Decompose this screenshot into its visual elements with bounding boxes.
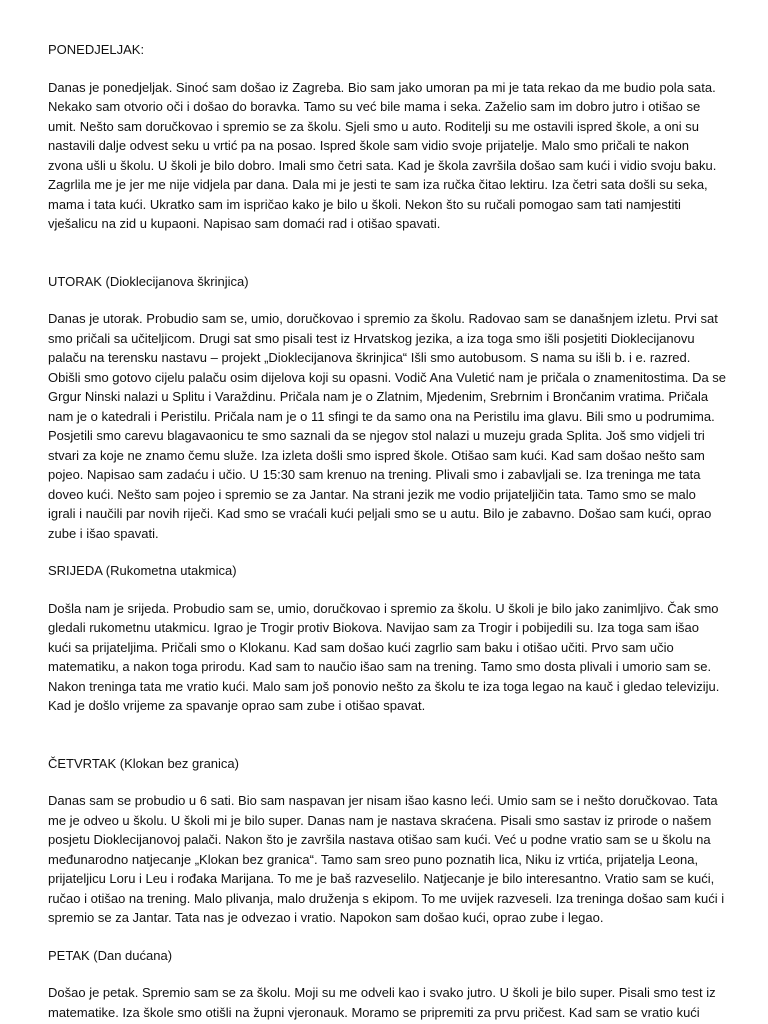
blank-gap <box>48 734 728 754</box>
section-utorak <box>48 272 728 544</box>
text-line: Kad je došlo vrijeme za spavanje oprao sam zube i otišao spavat. <box>48 698 426 713</box>
text-line: mama i tata kući. Ukratko sam im ispričao kako je bilo u školi. Nekon što su ručali pomogao sam tati namjestiti <box>48 196 681 212</box>
text-line: vješalicu na zid u kupaoni. Napisao sam domaći rad i otišao spavati. <box>48 216 441 231</box>
text-line: zvona ušli u školu. U školi je bilo dobro. Imali smo četri sata. Kad je škola završila došao sam kući i vidio svoju baku. <box>48 157 717 173</box>
text-line: Posjetili smo carevu blagavaonicu te smo saznali da se njegov stol nalazi u muzeju grada Splita. Još smo vidjeli tri <box>48 428 705 443</box>
text-line: Danas sam se probudio u 6 sati. Bio sam naspavan jer nisam išao kasno leći. Umio sam se i nešto doručkovao. Tata <box>48 793 718 808</box>
section-cetvrtak <box>48 754 728 928</box>
section-ponedjeljak <box>48 40 728 234</box>
text-line: pojeo. Napisao sam zadaću i učio. U 15:30 sam krenuo na trening. Plivali smo i zabavljali se. Iza treninga me tata <box>48 467 701 482</box>
text-line: gledali rukometnu utakmicu. Igrao je Trogir protiv Biokova. Navijao sam za Trogir i pobijedili su. Iza toga sam išao <box>48 620 700 635</box>
text-line: prijateljicu Loru i Leu i rođaka Marijana. To me je baš razveselilo. Natjecanje je bilo interesantno. Vratio sam se kući, <box>48 871 715 886</box>
text-line: me je odveo u školu. U školi mi je bilo super. Danas nam je nastava skraćena. Pisali smo sastav iz prirode o našem <box>48 812 712 828</box>
section-paragraph <box>48 309 728 543</box>
section-petak <box>48 946 728 1023</box>
text-line: zube i išao spavati. <box>48 525 159 541</box>
text-line: nastavili dalje odvest seku u vrtić pa na posao. Ispred škole sam vidio svoje prijatelje. Malo smo pričali te nakon <box>48 138 689 153</box>
text-line: matematike. Iza škole smo otišli na župni vjeronauk. Moramo se pripremiti za prvu pričest. Kad sam se vratio kući <box>48 1004 700 1020</box>
text-line: nam je o katedrali i Peristilu. Pričala nam je o 11 sfingi te da samo ona na Peristilu ima glavu. Bili smo u podrumima. <box>48 408 715 424</box>
section-heading: PETAK (Dan dućana) <box>48 947 173 963</box>
text-line: Danas je utorak. Probudio sam se, umio, doručkovao i spremio za školu. Radovao sam se današnjem izletu. Prvi sat <box>48 311 718 326</box>
text-line: ručao i otišao na trening. Malo plivanja, malo druženja s ekipom. To me uvijek razveseli. Iza treninga došao sam kući i <box>48 890 725 906</box>
text-line: posjetu Dioklecijanovoj palači. Nakon što je završila nastava otišao sam kući. Već u podne vratio sam se u školu na <box>48 832 711 847</box>
section-heading: SRIJEDA (Rukometna utakmica) <box>48 563 237 578</box>
blank-gap <box>48 252 728 272</box>
text-line: Grgur Ninski nalazi u Splitu i Varaždinu. Pričala nam je o Zlatnim, Mjedenim, Srebrnim i Brončanim vratima. Pričala <box>48 389 709 404</box>
text-line: Došla nam je srijeda. Probudio sam se, umio, doručkovao i spremio za školu. U školi je bilo jako zanimljivo. Čak smo <box>48 600 719 616</box>
text-line: Nakon treninga tata me vratio kući. Malo sam još ponovio nešto za školu te iza toga legao na kauč i gledao televiziju. <box>48 678 720 694</box>
section-paragraph <box>48 78 728 234</box>
section-paragraph <box>48 983 728 1022</box>
text-line: Obišli smo gotovo cijelu palaču osim dijelova koji su opasni. Vodič Ana Vuletić nam je pričala o znamenitostima. Da se <box>48 369 727 385</box>
text-line: palaču na terensku nastavu – projekt „Dioklecijanova škrinjica“ Išli smo autobusom. S nama su išli b. i e. razred. <box>48 350 691 365</box>
text-line: stvari za koje ne znamo čemu služe. Iza izleta došli smo ispred škole. Otišao sam kući. Kad sam došao nešto sam <box>48 447 705 463</box>
section-heading: ČETVRTAK (Klokan bez granica) <box>48 755 239 771</box>
text-line: Došao je petak. Spremio sam se za školu. Moji su me odveli kao i svako jutro. U školi je bilo super. Pisali smo test iz <box>48 985 716 1000</box>
section-paragraph <box>48 599 728 716</box>
section-paragraph <box>48 791 728 928</box>
text-line: matematiku, a nakon toga prirodu. Kad sam to naučio išao sam na trening. Tamo smo dosta plivali i umorio sam se. <box>48 659 712 674</box>
section-srijeda <box>48 561 728 716</box>
text-line: spremio se za Jantar. Tata nas je odvezao i vratio. Napokon sam došao kući, oprao zube i legao. <box>48 910 604 925</box>
text-line: umit. Nešto sam doručkovao i spremio se za školu. Sjeli smo u auto. Roditelji su me ostavili ispred škole, a oni su <box>48 118 700 134</box>
section-heading: PONEDJELJAK: <box>48 42 145 57</box>
text-line: smo pričali sa učiteljicom. Drugi sat smo pisali test iz Hrvatskog jezika, a iza toga smo išli posjetiti Dioklecijanovu <box>48 330 695 346</box>
text-line: Danas je ponedjeljak. Sinoć sam došao iz Zagreba. Bio sam jako umoran pa mi je tata rekao da me budio pola sata. <box>48 79 716 95</box>
text-line: međunarodno natjecanje „Klokan bez granica“. Tamo sam sreo puno poznatih lica, Niku iz vrtića, prijatelja Leona, <box>48 851 699 867</box>
text-line: Zagrlila me je jer me nije vidjela par dana. Dala mi je jesti te sam iza ručka čitao lektiru. Iza četri sata došli su seka, <box>48 177 708 192</box>
text-line: igrali i naučili par novih riječi. Kad smo se vraćali kući peljali smo se u autu. Bilo je zabavno. Došao sam kući, oprao <box>48 506 712 521</box>
text-line: Nekako sam otvorio oči i došao do boravka. Tamo su već bile mama i seka. Zaželio sam im dobro jutro i otišao se <box>48 99 701 114</box>
text-line: kući sa prijateljima. Pričali smo o Klokanu. Kad sam došao kući zagrlio sam baku i otišao učiti. Prvo sam učio <box>48 639 674 655</box>
text-line: doveo kući. Nešto sam pojeo i spremio se za Jantar. Na strani jezik me vodio prijateljičin tata. Tamo smo se malo <box>48 486 696 502</box>
section-heading: UTORAK (Dioklecijanova škrinjica) <box>48 273 249 289</box>
